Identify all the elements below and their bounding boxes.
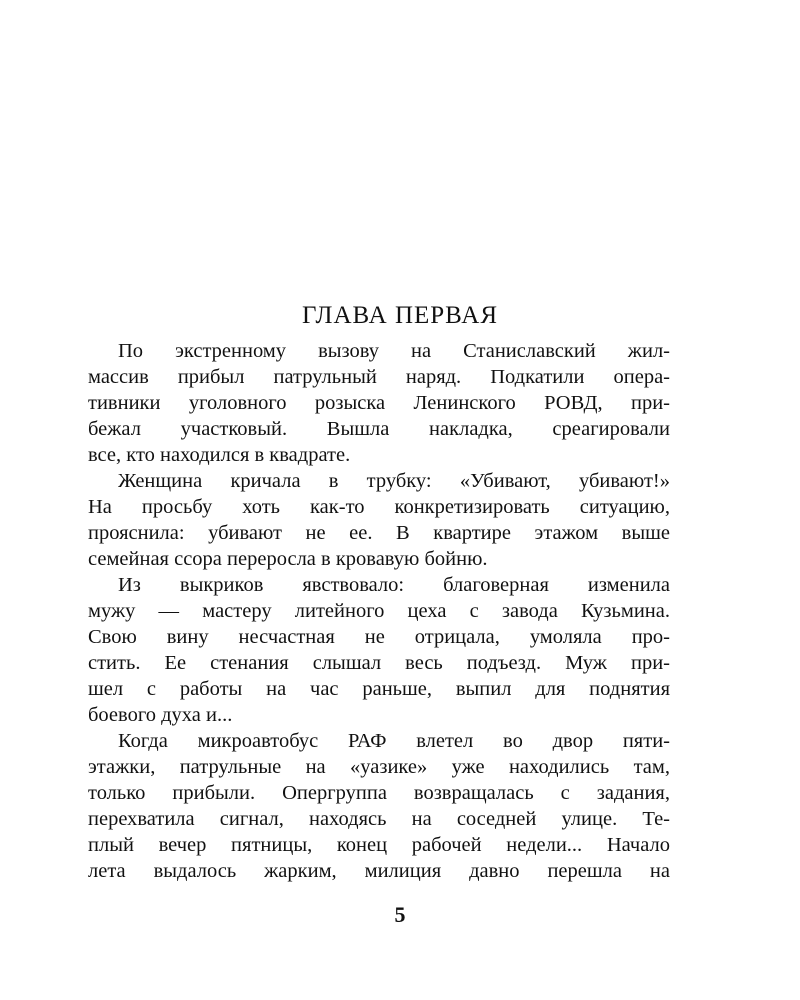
text-line: все, кто находился в квадрате. bbox=[88, 444, 351, 466]
paragraph-2 bbox=[88, 468, 670, 572]
text-line: бежал участковый. Вышла накладка, среагировали bbox=[88, 418, 670, 440]
text-line: тивники уголовного розыска Ленинского РОВД, при- bbox=[88, 392, 670, 414]
text-line: стить. Ее стенания слышал весь подъезд. Муж при- bbox=[88, 652, 670, 674]
text-line: На просьбу хоть как-то конкретизировать ситуацию, bbox=[88, 496, 670, 518]
text-line: прояснила: убивают не ее. В квартире этажом выше bbox=[88, 522, 670, 544]
paragraph-1 bbox=[88, 338, 670, 468]
text-line: боевого духа и... bbox=[88, 704, 233, 726]
text-line: только прибыли. Опергруппа возвращалась с задания, bbox=[88, 782, 670, 804]
text-line: мужу — мастеру литейного цеха с завода Кузьмина. bbox=[88, 600, 670, 622]
text-line: Женщина кричала в трубку: «Убивают, убивают!» bbox=[118, 470, 670, 492]
text-line: лета выдалось жарким, милиция давно перешла на bbox=[88, 860, 670, 882]
text-line: массив прибыл патрульный наряд. Подкатили опера- bbox=[88, 366, 670, 388]
text-line: плый вечер пятницы, конец рабочей недели... Начало bbox=[88, 834, 670, 856]
body-text bbox=[88, 338, 670, 884]
text-line: Когда микроавтобус РАФ влетел во двор пяти- bbox=[118, 730, 670, 752]
paragraph-4 bbox=[88, 728, 670, 884]
chapter-title: ГЛАВА ПЕРВАЯ bbox=[301, 302, 499, 329]
text-line: Свою вину несчастная не отрицала, умоляла про- bbox=[88, 626, 670, 648]
text-line: перехватила сигнал, находясь на соседней улице. Те- bbox=[88, 808, 670, 830]
page-number: 5 bbox=[394, 902, 406, 927]
text-line: семейная ссора переросла в кровавую бойню. bbox=[88, 548, 488, 570]
text-line: этажки, патрульные на «уазике» уже находились там, bbox=[88, 756, 670, 778]
paragraph-3 bbox=[88, 572, 670, 728]
text-line: Из выкриков явствовало: благоверная изменила bbox=[118, 574, 670, 596]
text-line: шел с работы на час раньше, выпил для поднятия bbox=[88, 678, 670, 700]
text-line: По экстренному вызову на Станиславский жил- bbox=[118, 340, 670, 362]
